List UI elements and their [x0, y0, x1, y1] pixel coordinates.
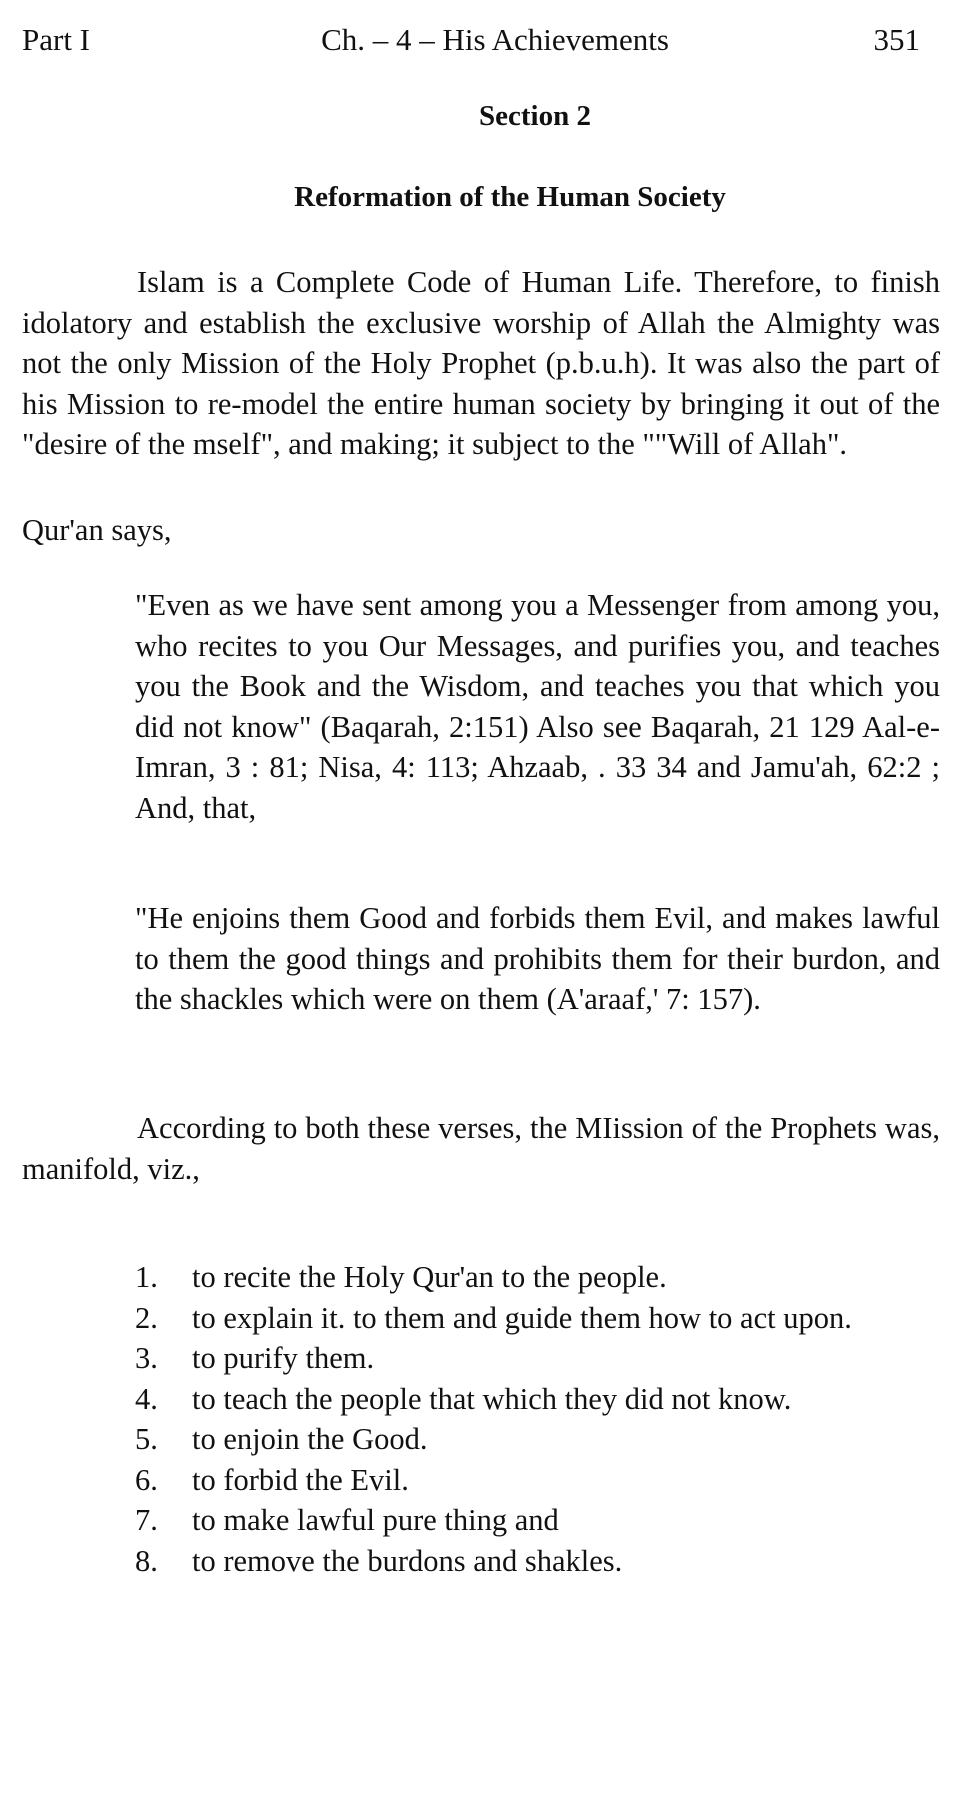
list-item-number: 3.: [135, 1341, 158, 1375]
list-item: [135, 1541, 940, 1582]
header-chapter-title: Ch. – 4 – His Achievements: [321, 22, 669, 57]
list-item: [135, 1460, 940, 1501]
list-item-text: to purify them.: [192, 1341, 375, 1375]
header-page-number: 351: [873, 22, 920, 57]
section-number: Section 2: [479, 100, 591, 132]
intro-paragraph: Islam is a Complete Code of Human Life. Therefore, to finish idolatory and establish the exclusive worship of Allah the Almighty was not the only Mission of the Holy Prophet (p.b.u.h). It was also the part of his Mission to re-model the entire human society by bringing it out of the "desire of the mself", and making; it subject to the ""Will of Allah".: [22, 265, 940, 461]
list-item-text: to remove the burdons and shakles.: [192, 1543, 623, 1578]
list-item-number: 2.: [135, 1300, 158, 1335]
list-item-text: to make lawful pure thing and: [192, 1503, 559, 1537]
list-item-text: to enjoin the Good.: [192, 1422, 428, 1456]
list-item-text: to teach the people that which they did not know.: [192, 1381, 792, 1416]
according-paragraph: According to both these verses, the MIission of the Prophets was, manifold, viz.,: [22, 1111, 940, 1186]
list-item: [135, 1298, 940, 1339]
list-item: [135, 1338, 940, 1379]
list-item-text: to forbid the Evil.: [192, 1462, 409, 1497]
list-item-text: to recite the Holy Qur'an to the people.: [192, 1260, 667, 1294]
quote-block-1: "Even as we have sent among you a Messenger from among you, who recites to you Our Messages, and purifies you, and teaches you the Book and the Wisdom, and teaches you that which you did not know" (Baqarah, 2:151) Also see Baqarah, 21 129 Aal-e- Imran, 3 : 81; Nisa, 4: 113; Ahzaab, . 33 34 and Jamu'ah, 62:2 ; And, that,: [135, 588, 940, 825]
list-item-number: 4.: [135, 1381, 158, 1416]
list-item-number: 1.: [135, 1260, 158, 1294]
section-title: Reformation of the Human Society: [294, 181, 726, 213]
quran-says-line: Qur'an says,: [22, 513, 172, 547]
list-item-number: 7.: [135, 1503, 158, 1537]
list-item: [135, 1419, 940, 1460]
running-header: [22, 20, 938, 60]
mission-list: [135, 1257, 940, 1581]
list-item: [135, 1379, 940, 1420]
header-part-label: Part I: [22, 22, 91, 57]
list-item: [135, 1257, 940, 1298]
list-item-number: 8.: [135, 1543, 158, 1578]
list-item-number: 6.: [135, 1462, 158, 1497]
quote-block-2: "He enjoins them Good and forbids them Evil, and makes lawful to them the good things and prohibits them for their burdon, and the shackles which were on them (A'araaf,' 7: 157).: [135, 901, 940, 1016]
list-item: [135, 1500, 940, 1541]
list-item-text: to explain it. to them and guide them how to act upon.: [192, 1300, 852, 1335]
list-item-number: 5.: [135, 1422, 158, 1456]
